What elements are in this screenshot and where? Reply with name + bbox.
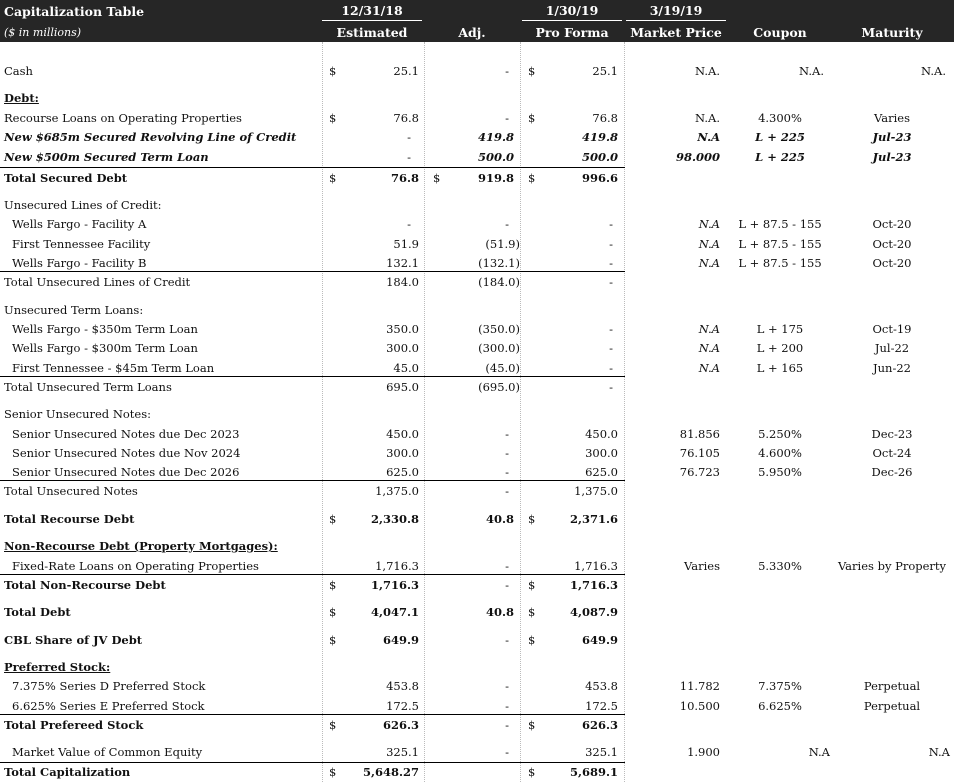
- adj-value: -: [505, 718, 509, 732]
- row-new-revolving-credit: [0, 128, 954, 147]
- adj-value: 500.0: [477, 150, 514, 164]
- maturity: Perpetual: [863, 679, 921, 693]
- estimated-value: 300.0: [386, 446, 419, 460]
- proforma-value: -: [609, 380, 613, 394]
- coupon: 5.250%: [758, 427, 802, 441]
- coupon: L + 175: [756, 322, 804, 336]
- market-price: N.A: [698, 322, 720, 336]
- estimated-value: 172.5: [386, 699, 419, 713]
- proforma-value: 172.5: [585, 699, 618, 713]
- coupon: 4.600%: [758, 446, 802, 460]
- estimated-value: 25.1: [393, 64, 419, 78]
- row-notes-dec-2026: [0, 463, 954, 482]
- estimated-value: -: [407, 150, 411, 164]
- maturity: Dec-23: [871, 427, 913, 441]
- proforma-value: 2,371.6: [569, 512, 618, 526]
- proforma-value: 4,087.9: [569, 605, 618, 619]
- market-price: 76.723: [679, 465, 720, 479]
- dollar-sign: $: [528, 765, 536, 779]
- row-label: CBL Share of JV Debt: [4, 633, 143, 647]
- row-label: Senior Unsecured Notes due Nov 2024: [12, 446, 241, 460]
- row-first-tennessee-term-loan: [0, 359, 954, 378]
- dollar-sign: $: [433, 171, 441, 185]
- proforma-value: 625.0: [585, 465, 618, 479]
- estimated-value: 649.9: [382, 633, 419, 647]
- subsection-unsecured-lines: [0, 196, 954, 215]
- row-recourse-loans: [0, 109, 954, 128]
- dollar-sign: $: [528, 578, 536, 592]
- dollar-sign: $: [528, 633, 536, 647]
- adj-value: 40.8: [485, 512, 514, 526]
- estimated-value: 626.3: [382, 718, 419, 732]
- proforma-value: -: [609, 322, 613, 336]
- row-series-d-preferred: [0, 677, 954, 696]
- estimated-value: 76.8: [390, 171, 419, 185]
- row-label: First Tennessee - $45m Term Loan: [12, 361, 215, 375]
- col-adj-label: Adj.: [458, 24, 486, 40]
- row-label: Recourse Loans on Operating Properties: [4, 111, 242, 125]
- col-proforma-date: 1/30/19: [522, 1, 622, 21]
- row-label: Cash: [4, 64, 33, 78]
- estimated-value: 184.0: [386, 275, 419, 289]
- col-market-price-label: Market Price: [630, 24, 722, 40]
- row-label: New $500m Secured Term Loan: [4, 150, 209, 164]
- row-label: Market Value of Common Equity: [12, 745, 203, 759]
- coupon: N.A: [808, 745, 830, 759]
- row-label: Senior Unsecured Notes due Dec 2023: [12, 427, 240, 441]
- maturity: N.A.: [921, 64, 946, 78]
- coupon: L + 87.5 - 155: [738, 256, 822, 270]
- proforma-value: 1,716.3: [574, 559, 618, 573]
- dollar-sign: $: [329, 605, 337, 619]
- adj-value: -: [505, 679, 509, 693]
- rule-line: [0, 167, 625, 168]
- proforma-value: 76.8: [592, 111, 618, 125]
- proforma-value: 5,689.1: [569, 765, 618, 779]
- row-label: Wells Fargo - Facility A: [12, 217, 147, 231]
- row-wells-fargo-facility-a: [0, 215, 954, 234]
- adj-value: 919.8: [477, 171, 514, 185]
- dollar-sign: $: [528, 605, 536, 619]
- maturity: Varies: [874, 111, 910, 125]
- adj-value: (184.0): [478, 275, 520, 289]
- row-label: Total Prefereed Stock: [4, 718, 144, 732]
- maturity: Jul-23: [872, 150, 912, 164]
- adj-value: 419.8: [477, 130, 514, 144]
- units-subtitle: ($ in millions): [4, 25, 82, 39]
- proforma-value: 453.8: [585, 679, 618, 693]
- dollar-sign: $: [329, 633, 337, 647]
- market-price: N.A.: [695, 64, 720, 78]
- row-label: Wells Fargo - $350m Term Loan: [12, 322, 198, 336]
- col-maturity-label: Maturity: [861, 24, 923, 40]
- market-price: 10.500: [679, 699, 720, 713]
- coupon: L + 87.5 - 155: [738, 217, 822, 231]
- estimated-value: -: [407, 217, 411, 231]
- dollar-sign: $: [528, 512, 536, 526]
- row-label: New $685m Secured Revolving Line of Credit: [4, 130, 297, 144]
- market-price: 98.000: [675, 150, 720, 164]
- row-label: 6.625% Series E Preferred Stock: [12, 699, 205, 713]
- subsection-unsecured-term-loans: [0, 301, 954, 320]
- coupon: 5.330%: [758, 559, 802, 573]
- adj-value: -: [505, 484, 509, 498]
- row-label: Preferred Stock:: [4, 660, 111, 674]
- market-price: N.A: [698, 341, 720, 355]
- coupon: L + 225: [755, 130, 805, 144]
- row-label: Debt:: [4, 91, 39, 105]
- coupon: 5.950%: [758, 465, 802, 479]
- proforma-value: 1,716.3: [569, 578, 618, 592]
- row-label: Total Debt: [4, 605, 71, 619]
- row-label: First Tennessee Facility: [12, 237, 151, 251]
- market-price: 1.900: [687, 745, 720, 759]
- coupon: L + 165: [756, 361, 804, 375]
- maturity: Perpetual: [863, 699, 921, 713]
- adj-value: -: [505, 559, 509, 573]
- estimated-value: 1,375.0: [375, 484, 419, 498]
- adj-value: -: [505, 633, 509, 647]
- row-label: Total Capitalization: [4, 765, 131, 779]
- row-wells-fargo-300m-term-loan: [0, 339, 954, 358]
- row-cash: [0, 62, 954, 81]
- dollar-sign: $: [329, 512, 337, 526]
- adj-value: -: [505, 427, 509, 441]
- maturity: Varies by Property: [837, 559, 947, 573]
- row-total-debt: [0, 603, 954, 622]
- dollar-sign: $: [329, 718, 337, 732]
- dollar-sign: $: [528, 718, 536, 732]
- coupon: L + 87.5 - 155: [738, 237, 822, 251]
- proforma-value: 419.8: [581, 130, 618, 144]
- market-price: N.A: [697, 130, 720, 144]
- row-market-value-common-equity: [0, 743, 954, 762]
- proforma-value: 325.1: [585, 745, 618, 759]
- dollar-sign: $: [528, 111, 536, 125]
- estimated-value: 300.0: [386, 341, 419, 355]
- maturity: N.A: [928, 745, 950, 759]
- section-heading-debt: [0, 89, 954, 108]
- subsection-senior-unsecured-notes: [0, 405, 954, 424]
- market-price: N.A: [698, 256, 720, 270]
- estimated-value: 45.0: [393, 361, 419, 375]
- row-total-secured-debt: [0, 169, 954, 188]
- row-label: Total Unsecured Lines of Credit: [4, 275, 191, 289]
- section-heading-non-recourse-debt: [0, 537, 954, 556]
- col-proforma-label: Pro Forma: [535, 24, 609, 40]
- row-label: 7.375% Series D Preferred Stock: [12, 679, 206, 693]
- row-series-e-preferred: [0, 697, 954, 716]
- row-label: Fixed-Rate Loans on Operating Properties: [12, 559, 259, 573]
- proforma-value: -: [609, 361, 613, 375]
- estimated-value: 453.8: [386, 679, 419, 693]
- proforma-value: -: [609, 275, 613, 289]
- coupon: 7.375%: [758, 679, 802, 693]
- market-price: 81.856: [679, 427, 720, 441]
- estimated-value: 695.0: [386, 380, 419, 394]
- maturity: Dec-26: [871, 465, 913, 479]
- proforma-value: 626.3: [581, 718, 618, 732]
- proforma-value: 649.9: [581, 633, 618, 647]
- col-estimated-label: Estimated: [336, 24, 408, 40]
- table-title: Capitalization Table: [4, 3, 145, 19]
- maturity: Oct-20: [872, 256, 912, 270]
- coupon: N.A.: [799, 64, 824, 78]
- estimated-value: 2,330.8: [370, 512, 419, 526]
- maturity: Jul-23: [872, 130, 912, 144]
- proforma-value: -: [609, 341, 613, 355]
- coupon: L + 200: [756, 341, 804, 355]
- row-label: Total Secured Debt: [4, 171, 128, 185]
- estimated-value: 450.0: [386, 427, 419, 441]
- adj-value: -: [505, 578, 509, 592]
- proforma-value: -: [609, 237, 613, 251]
- row-label: Senior Unsecured Notes due Dec 2026: [12, 465, 240, 479]
- dollar-sign: $: [329, 111, 337, 125]
- adj-value: (51.9): [485, 237, 520, 251]
- row-new-term-loan: [0, 148, 954, 167]
- estimated-value: 5,648.27: [362, 765, 419, 779]
- estimated-value: 325.1: [386, 745, 419, 759]
- row-total-unsecured-term-loans: [0, 378, 954, 397]
- proforma-value: 500.0: [581, 150, 618, 164]
- row-label: Unsecured Term Loans:: [4, 303, 144, 317]
- maturity: Jun-22: [873, 361, 911, 375]
- row-wells-fargo-facility-b: [0, 254, 954, 273]
- adj-value: (300.0): [478, 341, 520, 355]
- adj-value: (350.0): [478, 322, 520, 336]
- estimated-value: 625.0: [386, 465, 419, 479]
- adj-value: -: [505, 111, 509, 125]
- row-label: Senior Unsecured Notes:: [4, 407, 152, 421]
- maturity: Oct-24: [872, 446, 912, 460]
- maturity: Oct-20: [872, 237, 912, 251]
- row-total-unsecured-lines: [0, 273, 954, 292]
- adj-value: (132.1): [478, 256, 520, 270]
- proforma-value: 300.0: [585, 446, 618, 460]
- row-notes-nov-2024: [0, 444, 954, 463]
- adj-value: -: [505, 217, 509, 231]
- estimated-value: 350.0: [386, 322, 419, 336]
- dollar-sign: $: [329, 578, 337, 592]
- row-label: Non-Recourse Debt (Property Mortgages):: [4, 539, 278, 553]
- proforma-value: -: [609, 256, 613, 270]
- row-label: Total Non-Recourse Debt: [4, 578, 166, 592]
- row-cbl-share-jv-debt: [0, 631, 954, 650]
- row-fixed-rate-loans: [0, 557, 954, 576]
- row-label: Unsecured Lines of Credit:: [4, 198, 162, 212]
- row-label: Wells Fargo - $300m Term Loan: [12, 341, 198, 355]
- col-estimated-date: 12/31/18: [322, 1, 422, 21]
- row-total-preferred-stock: [0, 716, 954, 735]
- row-label: Total Unsecured Notes: [4, 484, 138, 498]
- row-label: Wells Fargo - Facility B: [12, 256, 147, 270]
- maturity: Jul-22: [874, 341, 910, 355]
- dollar-sign: $: [528, 64, 536, 78]
- adj-value: 40.8: [485, 605, 514, 619]
- row-label: Total Unsecured Term Loans: [4, 380, 172, 394]
- adj-value: (45.0): [485, 361, 520, 375]
- section-heading-preferred-stock: [0, 658, 954, 677]
- col-coupon-label: Coupon: [753, 24, 807, 40]
- adj-value: -: [505, 446, 509, 460]
- estimated-value: 132.1: [386, 256, 419, 270]
- proforma-value: 996.6: [581, 171, 618, 185]
- coupon: 4.300%: [758, 111, 802, 125]
- market-price: 76.105: [679, 446, 720, 460]
- proforma-value: 1,375.0: [574, 484, 618, 498]
- market-price: 11.782: [679, 679, 720, 693]
- estimated-value: -: [407, 130, 411, 144]
- dollar-sign: $: [528, 171, 536, 185]
- proforma-value: -: [609, 217, 613, 231]
- estimated-value: 4,047.1: [370, 605, 419, 619]
- col-market-price-date: 3/19/19: [626, 1, 726, 21]
- maturity: Oct-19: [872, 322, 912, 336]
- adj-value: (695.0): [478, 380, 520, 394]
- estimated-value: 1,716.3: [375, 559, 419, 573]
- coupon: L + 225: [755, 150, 805, 164]
- market-price: N.A: [698, 237, 720, 251]
- dollar-sign: $: [329, 765, 337, 779]
- row-label: Total Recourse Debt: [4, 512, 135, 526]
- estimated-value: 51.9: [393, 237, 419, 251]
- adj-value: -: [505, 745, 509, 759]
- market-price: N.A: [698, 217, 720, 231]
- dollar-sign: $: [329, 171, 337, 185]
- adj-value: -: [505, 465, 509, 479]
- row-total-capitalization: [0, 763, 954, 782]
- market-price: Varies: [684, 559, 720, 573]
- market-price: N.A.: [695, 111, 720, 125]
- proforma-value: 25.1: [592, 64, 618, 78]
- dollar-sign: $: [329, 64, 337, 78]
- adj-value: -: [505, 64, 509, 78]
- maturity: Oct-20: [872, 217, 912, 231]
- row-wells-fargo-350m-term-loan: [0, 320, 954, 339]
- row-total-recourse-debt: [0, 510, 954, 529]
- row-total-unsecured-notes: [0, 482, 954, 501]
- row-total-non-recourse-debt: [0, 576, 954, 595]
- row-notes-dec-2023: [0, 425, 954, 444]
- proforma-value: 450.0: [585, 427, 618, 441]
- coupon: 6.625%: [758, 699, 802, 713]
- row-first-tennessee-facility: [0, 235, 954, 254]
- estimated-value: 76.8: [393, 111, 419, 125]
- adj-value: -: [505, 699, 509, 713]
- estimated-value: 1,716.3: [370, 578, 419, 592]
- market-price: N.A: [698, 361, 720, 375]
